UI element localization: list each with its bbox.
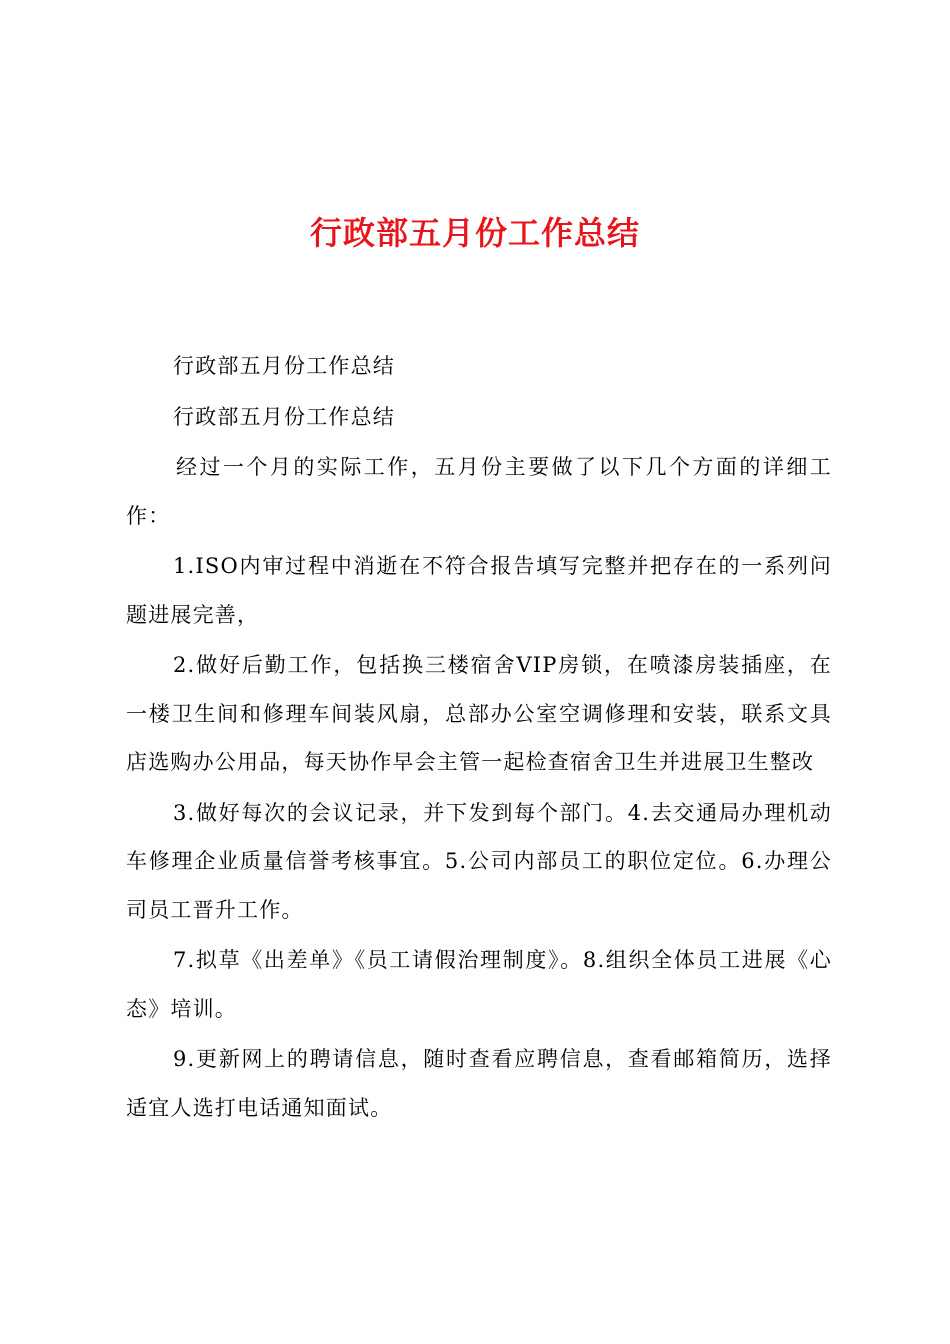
paragraph-item-9: 9.更新网上的聘请信息，随时查看应聘信息，查看邮箱简历，选择适宜人选打电话通知面试。 <box>126 1047 832 1120</box>
document-body <box>126 342 832 1134</box>
paragraph-items-3-6: 3.做好每次的会议记录，并下发到每个部门。4.去交通局办理机动车修理企业质量信誉考核事宜。5.公司内部员工的职位定位。6.办理公司员工晋升工作。 <box>126 800 832 922</box>
paragraph-subtitle-2: 行政部五月份工作总结 <box>173 404 395 429</box>
paragraph-subtitle-1: 行政部五月份工作总结 <box>173 354 395 378</box>
paragraph-items-7-8: 7.拟草《出差单》《员工请假治理制度》。8.组织全体员工进展《心态》培训。 <box>126 948 832 1021</box>
paragraph-item-2: 2.做好后勤工作，包括换三楼宿舍VIP房锁，在喷漆房装插座，在一楼卫生间和修理车间装风扇，总部办公室空调修理和安装，联系文具店选购办公用品，每天协作早会主管一起检查宿舍卫生并进展卫生整改 <box>126 653 832 774</box>
document-title: 行政部五月份工作总结 <box>309 214 640 252</box>
paragraph-intro: 经过一个月的实际工作，五月份主要做了以下几个方面的详细工作： <box>126 455 832 528</box>
paragraph-item-1: 1.ISO内审过程中消逝在不符合报告填写完整并把存在的一系列问题进展完善， <box>126 554 832 627</box>
